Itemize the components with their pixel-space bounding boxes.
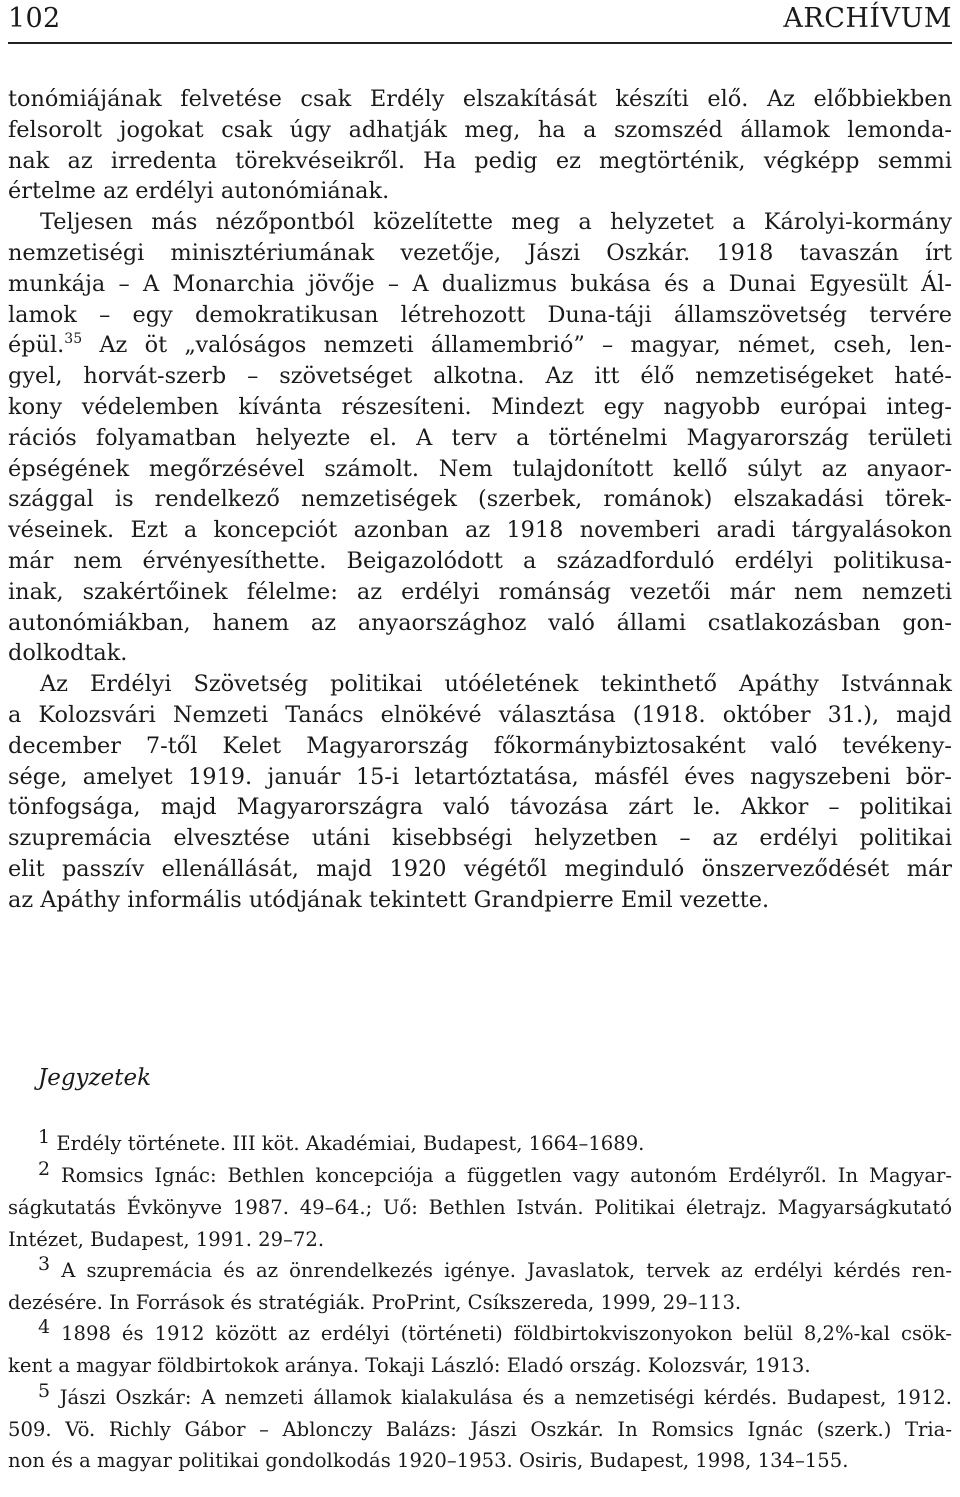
body-line: kony védelemben kívánta részesíteni. Mindezt egy nagyobb európai integ-	[8, 393, 952, 420]
body-line: Teljesen más nézőpontból közelítette meg a helyzetet a Károlyi-kormány	[40, 209, 952, 236]
running-header	[8, 0, 952, 44]
body-line: Az Erdélyi Szövetség politikai utóéletének tekinthető Apáthy Istvánnak	[40, 671, 952, 698]
footnote-text: A szupremácia és az önrendelkezés igénye. Javaslatok, tervek az erdélyi kérdés ren-	[61, 1258, 952, 1282]
footnote-number: 2	[38, 1158, 51, 1181]
footnote-text: Erdély története. III köt. Akadémiai, Budapest, 1664–1689.	[56, 1132, 645, 1155]
body-line: az Apáthy informális utódjának tekintett Grandpierre Emil vezette.	[8, 886, 770, 913]
body-line: nak az irredenta törekvéseikről. Ha pedig ez megtörténik, végképp semmi	[8, 147, 952, 174]
body-line: véseinek. Ezt a koncepciót azonban az 1918 novemberi aradi tárgyalásokon	[8, 517, 952, 544]
footnote-line	[8, 1160, 952, 1192]
body-line: munkája – A Monarchia jövője – A dualizmus bukása és a Dunai Egyesült Ál-	[8, 270, 952, 297]
body-line: autonómiákban, hanem az anyaországhoz való állami csatlakozásban gon-	[8, 609, 952, 636]
footnote-line	[8, 1128, 952, 1160]
page-number: 102	[8, 3, 61, 34]
body-line: értelme az erdélyi autonómiának.	[8, 178, 390, 205]
footnote	[8, 1379, 952, 1477]
body-text	[8, 84, 952, 916]
body-line: sége, amelyet 1919. január 15-i letartóztatása, másfél éves nagyszebeni bör-	[8, 763, 952, 790]
body-line: már nem érvényesíthette. Beigazolódott a századforduló erdélyi politikusa-	[8, 547, 952, 574]
footnote	[8, 1318, 952, 1381]
footnote-line	[8, 1379, 952, 1414]
footnotes	[8, 1128, 952, 1476]
footnote-number: 3	[38, 1252, 51, 1275]
footnote-line: 509. Vö. Richly Gábor – Ablonczy Balázs: Jászi Oszkár. In Romsics Ignác (szerk.) Tria-	[8, 1417, 952, 1441]
footnote-line	[8, 1318, 952, 1350]
footnote	[8, 1160, 952, 1255]
footnote-line: kent a magyar földbirtokok aránya. Tokaji László: Eladó ország. Kolozsvár, 1913.	[8, 1354, 811, 1378]
body-line: nemzetiségi minisztériumának vezetője, Jászi Oszkár. 1918 tavaszán írt	[8, 239, 952, 266]
footnote-text: Romsics Ignác: Bethlen koncepciója a független vagy autonóm Erdélyről. In Magyar-	[61, 1164, 953, 1188]
body-line: épül.$^{35}$ Az öt „valóságos nemzeti államembrió” – magyar, német, cseh, len-	[8, 331, 952, 359]
body-line: december 7-től Kelet Magyarország főkormánybiztosaként való tevékeny-	[8, 732, 952, 759]
body-line: elit passzív ellenállását, majd 1920 végétől meginduló önszerveződését már	[8, 855, 952, 882]
footnote-line	[8, 1252, 952, 1287]
body-line: épségének megőrzésével számolt. Nem tulajdonított kellő súlyt az anyaor-	[8, 455, 952, 482]
body-line: dolkodtak.	[8, 640, 128, 667]
body-line: tonómiájának felvetése csak Erdély elszakítását készíti elő. Az előbbiekben	[8, 86, 952, 112]
footnote-number: 5	[38, 1379, 51, 1402]
body-line: inak, szakértőinek félelme: az erdélyi románság vezetői már nem nemzeti	[8, 578, 952, 605]
body-line: szupremácia elvesztése utáni kisebbségi helyzetben – az erdélyi politikai	[8, 825, 952, 852]
body-line: gyel, horvát-szerb – szövetséget alkotna. Az itt élő nemzetiségeket haté-	[8, 363, 952, 390]
footnote-text: Jászi Oszkár: A nemzeti államok kialakulása és a nemzetiségi kérdés. Budapest, 1912.	[59, 1385, 952, 1409]
footnote-line: ságkutatás Évkönyve 1987. 49–64.; Uő: Bethlen István. Politikai életrajz. Magyarságkutató	[8, 1196, 952, 1220]
body-line: szággal is rendelkező nemzetiségek (szerbek, románok) elszakadási törek-	[8, 486, 952, 513]
footnote-line: non és a magyar politikai gondolkodás 1920–1953. Osiris, Budapest, 1998, 134–155.	[8, 1449, 849, 1473]
document-page	[8, 0, 952, 1497]
footnote-line: dezésére. In Források és stratégiák. ProPrint, Csíkszereda, 1999, 29–113.	[8, 1291, 742, 1315]
body-line: tönfogsága, majd Magyarországra való távozása zárt le. Akkor – politikai	[8, 794, 952, 821]
body-line: rációs folyamatban helyezte el. A terv a történelmi Magyarország területi	[8, 424, 952, 451]
notes-heading: Jegyzetek	[38, 1065, 152, 1091]
body-line: a Kolozsvári Nemzeti Tanács elnökévé választása (1918. október 31.), majd	[8, 701, 952, 728]
footnote-number: 1	[38, 1126, 51, 1148]
footnote	[8, 1252, 952, 1318]
footnote-text: 1898 és 1912 között az erdélyi (történeti) földbirtokviszonyokon belül 8,2%-kal csök-	[61, 1322, 952, 1346]
body-line: felsorolt jogokat csak úgy adhatják meg, ha a szomszéd államok lemonda-	[8, 116, 952, 143]
footnote-number: 4	[38, 1316, 51, 1339]
footnote	[8, 1128, 952, 1160]
footnote-reference: 35	[64, 331, 83, 348]
body-line: lamok – egy demokratikusan létrehozott Duna-táji államszövetség tervére	[8, 301, 952, 328]
section-title: ARCHÍVUM	[783, 3, 952, 34]
footnote-line: Intézet, Budapest, 1991. 29–72.	[8, 1227, 325, 1251]
